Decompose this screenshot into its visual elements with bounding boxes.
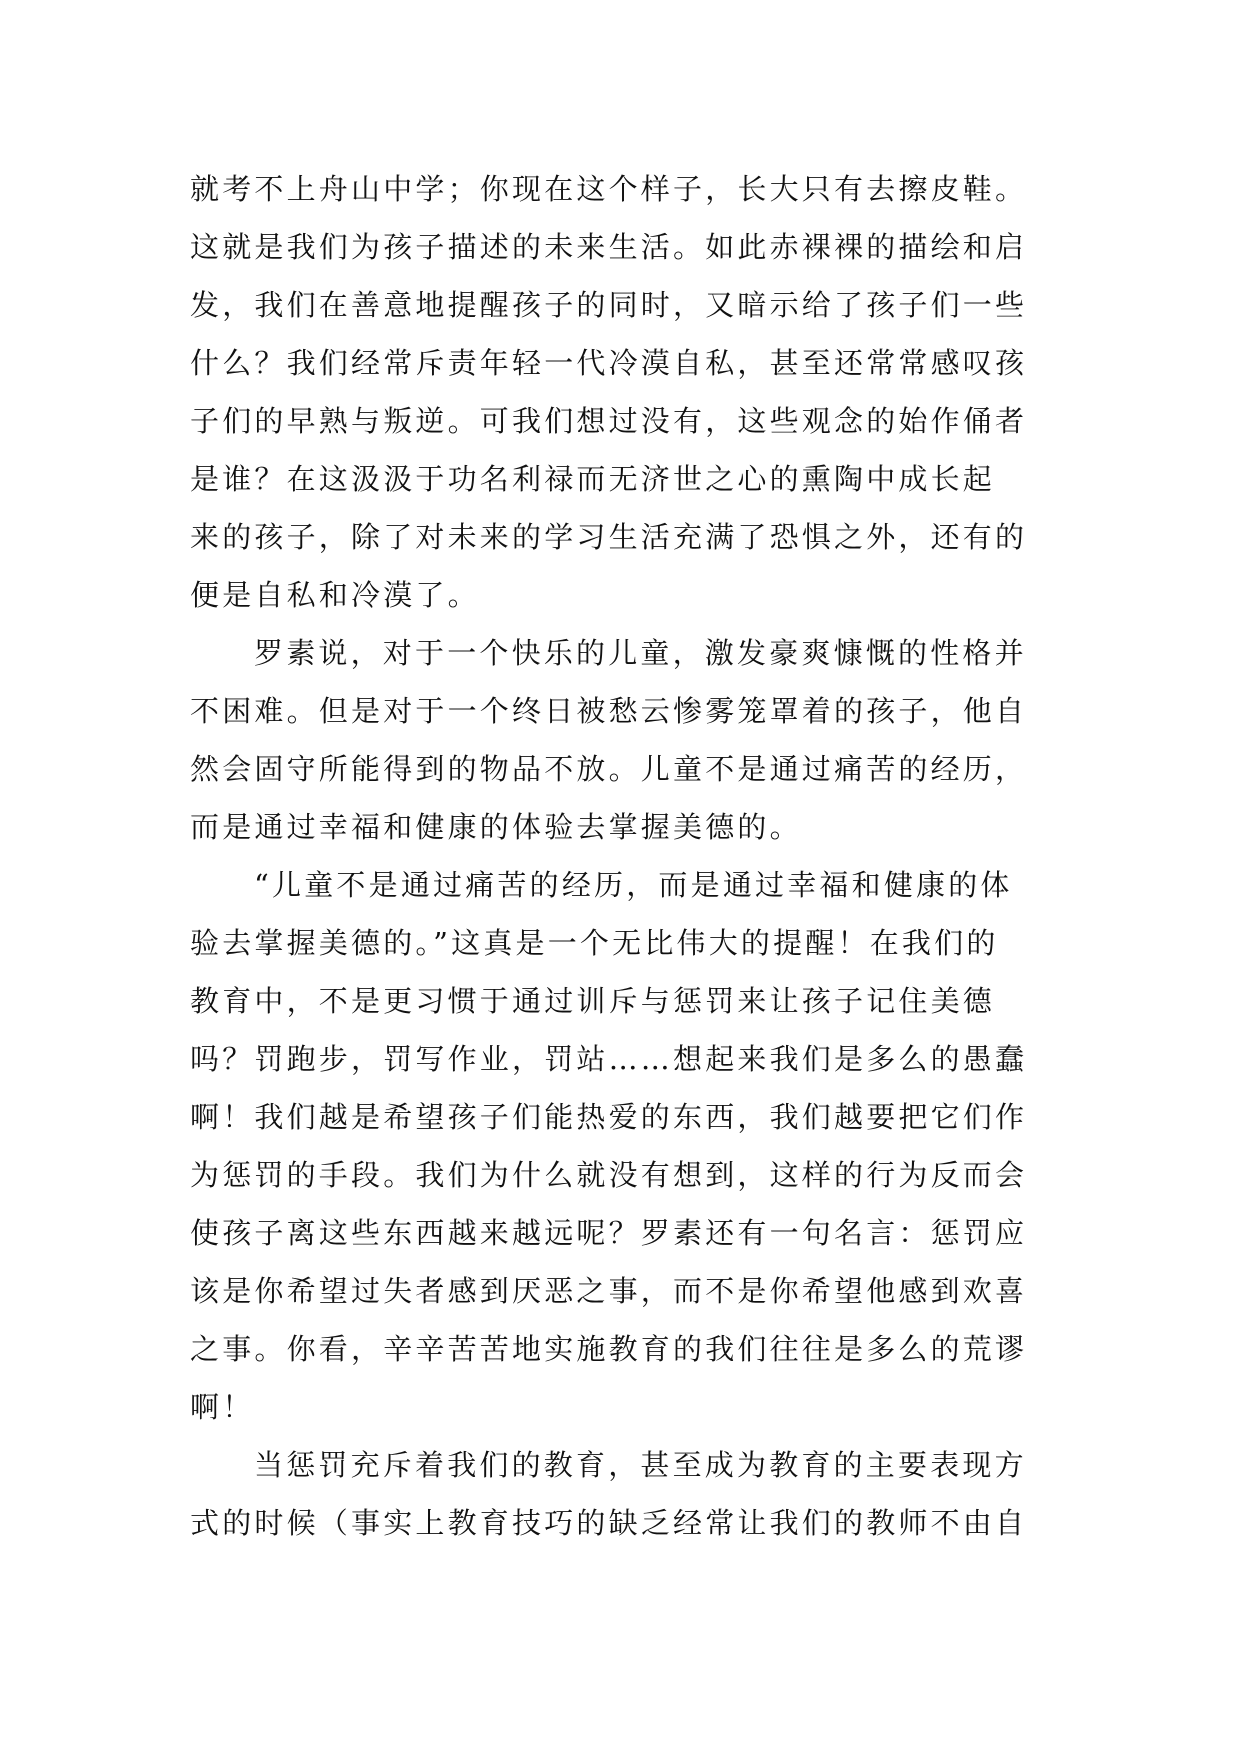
text-line: 来的孩子，除了对未来的学习生活充满了恐惧之外，还有的 xyxy=(190,520,1028,554)
text-line: 之事。你看，辛辛苦苦地实施教育的我们往往是多么的荒谬 xyxy=(190,1332,1028,1366)
text-line: 吗？罚跑步，罚写作业，罚站……想起来我们是多么的愚蠢 xyxy=(190,1042,1028,1076)
text-line: 教育中，不是更习惯于通过训斥与惩罚来让孩子记住美德 xyxy=(190,984,996,1018)
paragraph-2 xyxy=(190,624,1050,856)
text-line: 是谁？在这汲汲于功名利禄而无济世之心的熏陶中成长起 xyxy=(190,462,996,496)
text-line: 该是你希望过失者感到厌恶之事，而不是你希望他感到欢喜 xyxy=(190,1274,1028,1308)
text-line: “儿童不是通过痛苦的经历，而是通过幸福和健康的体 xyxy=(254,868,1013,902)
text-line: 便是自私和冷漠了。 xyxy=(190,578,480,612)
text-line: 发，我们在善意地提醒孩子的同时，又暗示给了孩子们一些 xyxy=(190,288,1028,322)
paragraph-3 xyxy=(190,856,1050,1436)
text-line: 就考不上舟山中学；你现在这个样子，长大只有去擦皮鞋。 xyxy=(190,172,1028,206)
text-line: 罗素说，对于一个快乐的儿童，激发豪爽慷慨的性格并 xyxy=(254,636,1027,670)
text-line: 而是通过幸福和健康的体验去掌握美德的。 xyxy=(190,810,802,844)
text-line: 啊！ xyxy=(190,1390,255,1424)
text-line: 为惩罚的手段。我们为什么就没有想到，这样的行为反而会 xyxy=(190,1158,1028,1192)
text-line: 使孩子离这些东西越来越远呢？罗素还有一句名言：惩罚应 xyxy=(190,1216,1028,1250)
text-line: 当惩罚充斥着我们的教育，甚至成为教育的主要表现方 xyxy=(254,1448,1027,1482)
text-line: 这就是我们为孩子描述的未来生活。如此赤裸裸的描绘和启 xyxy=(190,230,1028,264)
paragraph-1 xyxy=(190,160,1050,624)
text-line: 验去掌握美德的。”这真是一个无比伟大的提醒！在我们的 xyxy=(190,926,999,960)
paragraph-4 xyxy=(190,1436,1050,1552)
text-line: 式的时候（事实上教育技巧的缺乏经常让我们的教师不由自 xyxy=(190,1506,1028,1540)
text-line: 什么？我们经常斥责年轻一代冷漠自私，甚至还常常感叹孩 xyxy=(190,346,1028,380)
text-line: 不困难。但是对于一个终日被愁云惨雾笼罩着的孩子，他自 xyxy=(190,694,1028,728)
text-line: 然会固守所能得到的物品不放。儿童不是通过痛苦的经历， xyxy=(190,752,1028,786)
text-line: 啊！我们越是希望孩子们能热爱的东西，我们越要把它们作 xyxy=(190,1100,1028,1134)
text-line: 子们的早熟与叛逆。可我们想过没有，这些观念的始作俑者 xyxy=(190,404,1028,438)
document-page xyxy=(190,160,1050,1552)
